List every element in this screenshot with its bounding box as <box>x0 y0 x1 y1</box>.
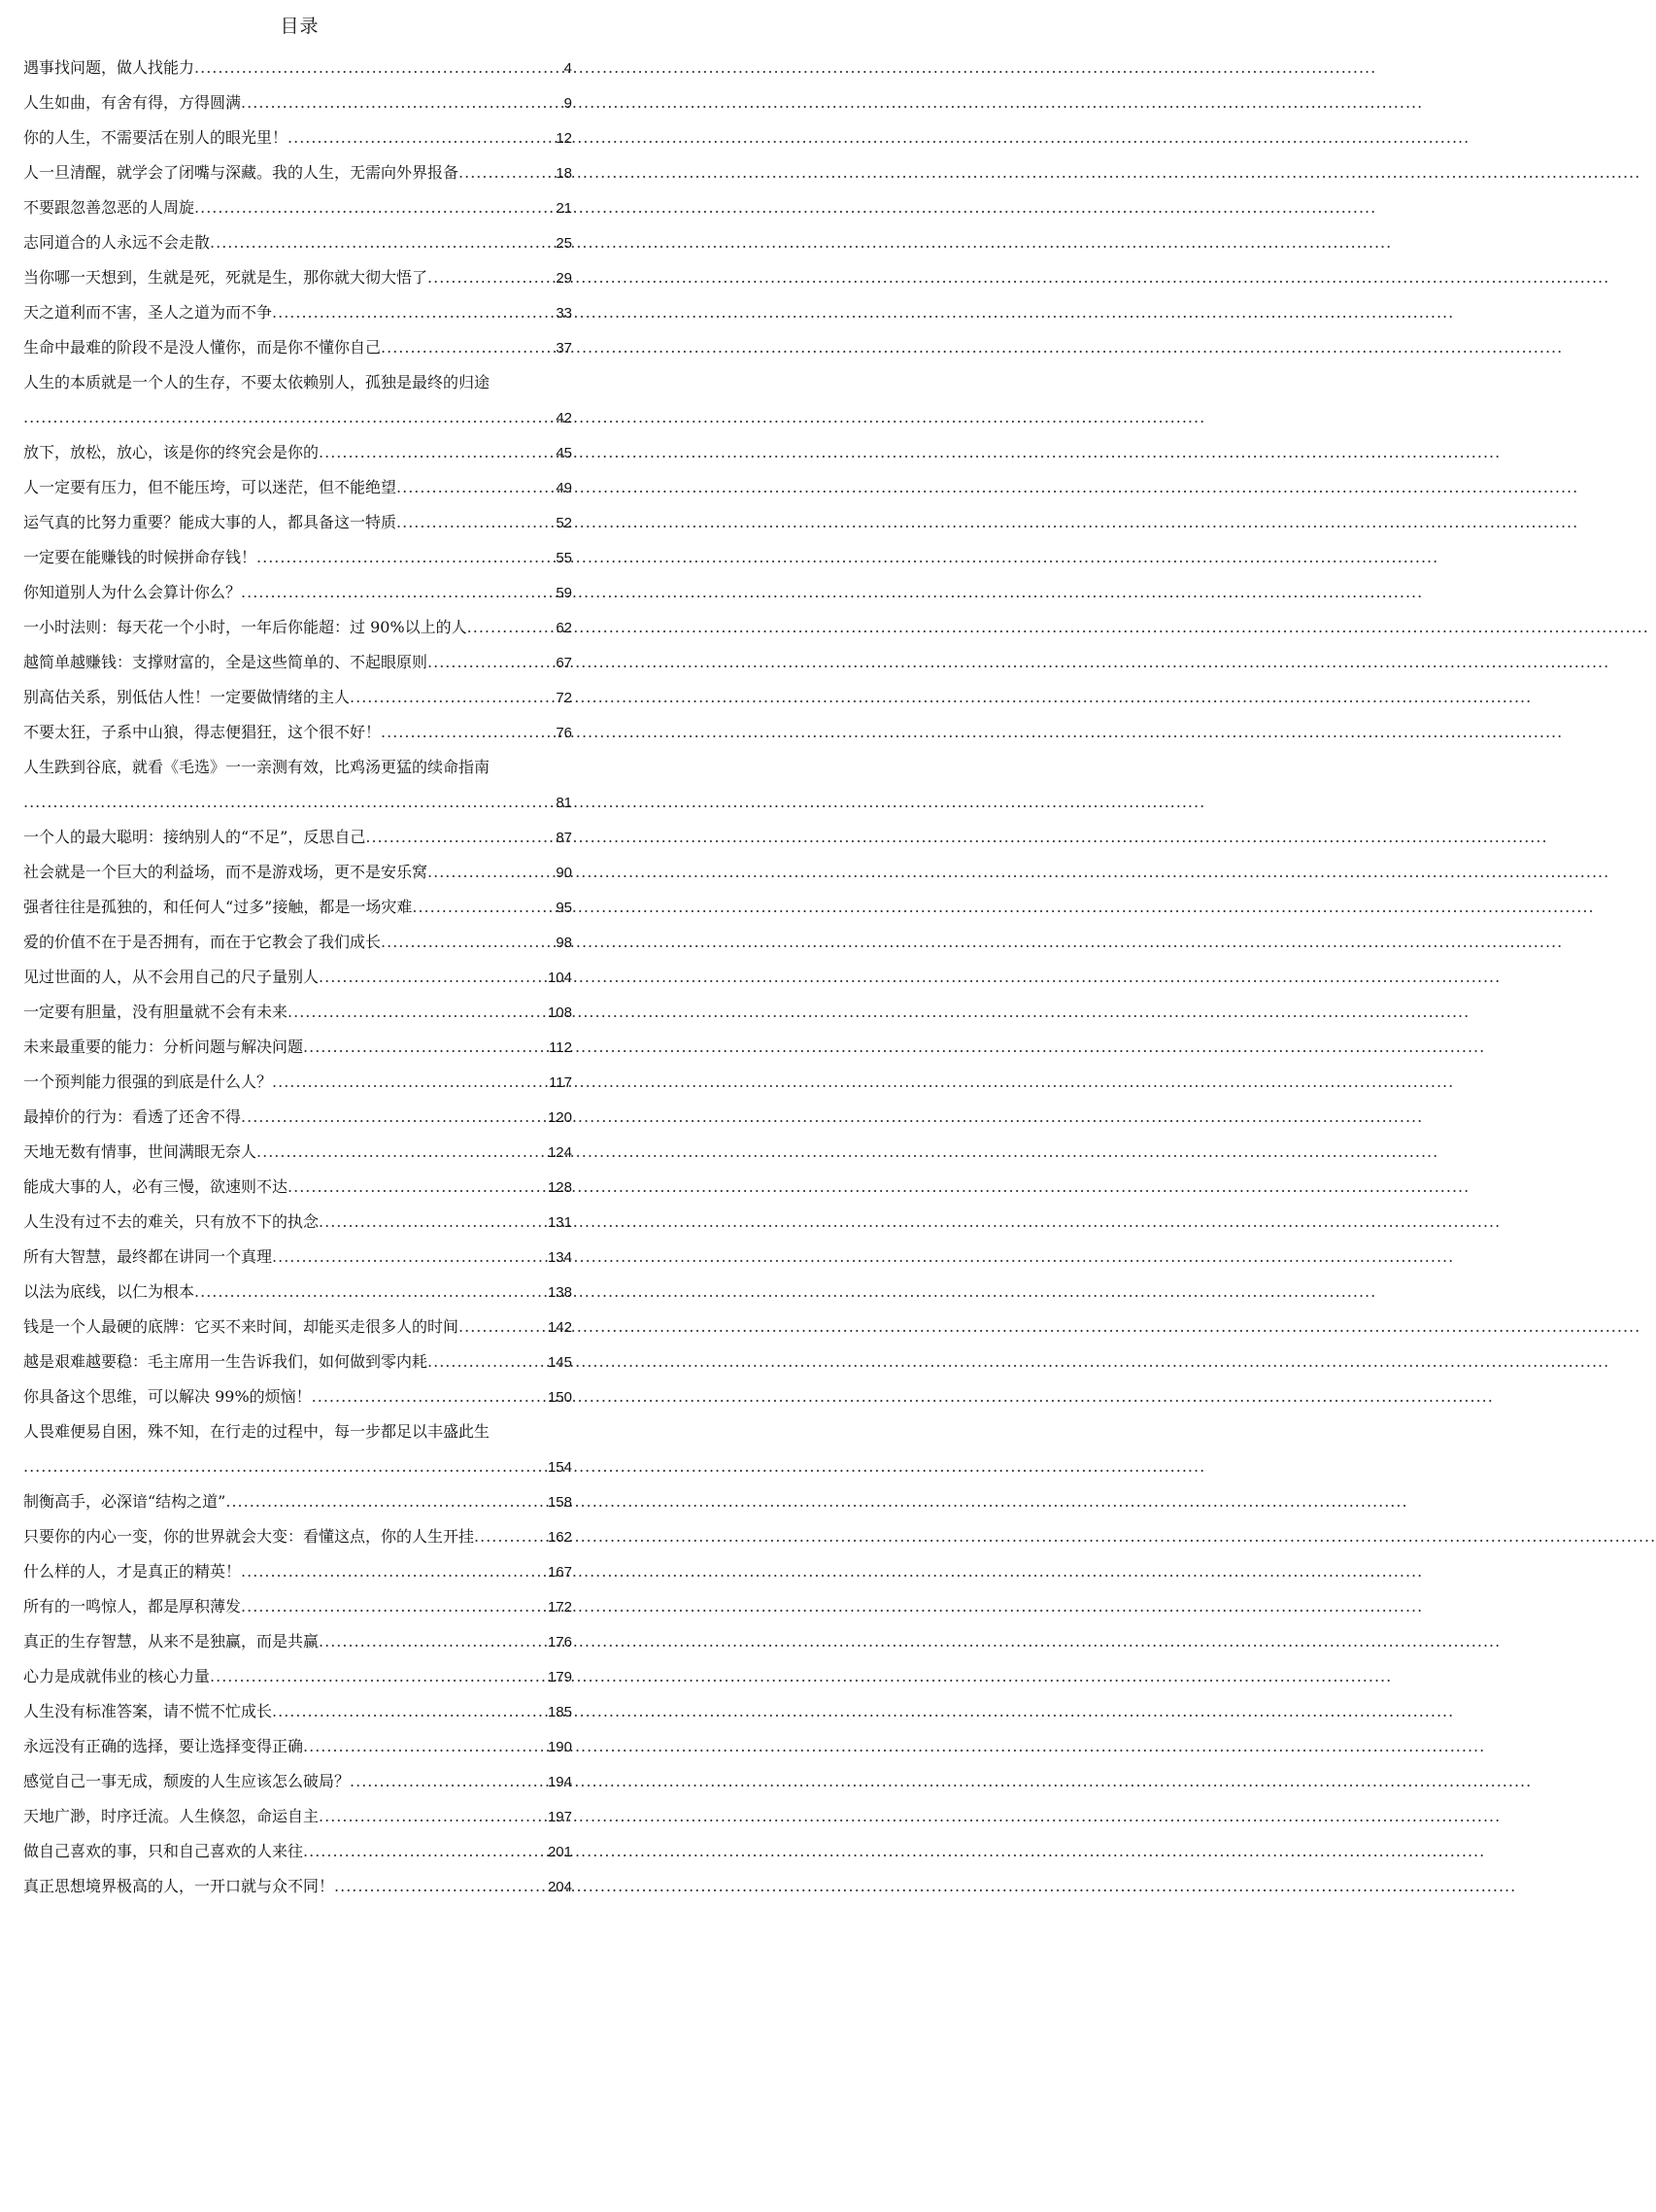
toc-entry-title: 能成大事的人，必有三慢，欲速则不达 <box>23 1177 288 1196</box>
dot-leader <box>365 820 554 855</box>
toc-row <box>23 225 572 260</box>
dot-leader <box>287 120 554 155</box>
dot-leader <box>427 645 554 680</box>
dot-leader <box>272 1065 547 1100</box>
toc-entry[interactable] <box>23 1205 572 1240</box>
toc-page-number: 117 <box>549 1074 572 1091</box>
toc-row <box>23 1205 572 1240</box>
toc-page-number: 62 <box>556 620 572 636</box>
toc-entry-title: 心力是成就伟业的核心力量 <box>23 1667 211 1685</box>
toc-entry[interactable] <box>23 1869 572 1904</box>
toc-entry-title: 你的人生，不需要活在别人的眼光里！ <box>23 128 288 147</box>
toc-entry[interactable] <box>23 1065 572 1100</box>
dot-leader <box>350 1764 546 1799</box>
toc-entry-title: 未来最重要的能力：分析问题与解决问题 <box>23 1038 304 1056</box>
dot-leader <box>458 1310 546 1344</box>
toc-entry[interactable] <box>23 925 572 960</box>
toc-row <box>23 1484 572 1519</box>
dot-leader <box>23 400 554 435</box>
toc-entry[interactable] <box>23 1344 572 1379</box>
toc-entry-title: 人生的本质就是一个人的生存，不要太依赖别人，孤独是最终的归途 <box>23 373 490 391</box>
toc-entry-title: 做自己喜欢的事，只和自己喜欢的人来往 <box>23 1842 304 1860</box>
dot-leader <box>396 505 554 540</box>
toc-page-number: 37 <box>556 340 572 357</box>
toc-row <box>23 1310 572 1344</box>
toc-page-number: 194 <box>547 1774 572 1790</box>
toc-entry[interactable] <box>23 330 572 365</box>
dot-leader <box>272 1240 546 1275</box>
toc-page-number: 87 <box>556 830 572 846</box>
dot-leader <box>427 260 554 295</box>
toc-entry[interactable] <box>23 645 572 680</box>
page-title: 目录 <box>280 16 320 37</box>
toc-entry[interactable] <box>23 1519 572 1554</box>
toc-entry[interactable] <box>23 750 572 820</box>
toc-row <box>23 120 572 155</box>
toc-entry-title: 越简单越赚钱：支撑财富的，全是这些简单的、不起眼原则 <box>23 653 428 671</box>
toc-entry[interactable] <box>23 1764 572 1799</box>
toc-entry[interactable] <box>23 1624 572 1659</box>
toc-entry-title: 别高估关系，别低估人性！一定要做情绪的主人 <box>23 688 351 706</box>
toc-row <box>23 1589 572 1624</box>
toc-entry[interactable] <box>23 1834 572 1869</box>
toc-entry-title: 人一旦清醒，就学会了闭嘴与深藏。我的人生，无需向外界报备 <box>23 163 459 182</box>
toc-row <box>23 1834 572 1869</box>
toc-entry-title: 所有的一鸣惊人，都是厚积薄发 <box>23 1597 242 1616</box>
toc-page-number: 49 <box>556 480 572 496</box>
dot-leader <box>225 1484 546 1519</box>
dot-leader <box>319 1205 546 1240</box>
toc-page-number: 197 <box>547 1809 572 1825</box>
toc-row-continuation <box>23 400 572 435</box>
toc-page-number: 67 <box>556 655 572 671</box>
toc-entry-title: 天地无数有情事，世间满眼无奈人 <box>23 1142 257 1161</box>
toc-entry[interactable] <box>23 260 572 295</box>
toc-page-number: 138 <box>547 1284 572 1301</box>
toc-page-number: 124 <box>547 1144 572 1161</box>
toc-entry[interactable] <box>23 435 572 470</box>
toc-entry-title: 你知道别人为什么会算计你么？ <box>23 583 242 601</box>
toc-page-number: 18 <box>556 165 572 182</box>
toc-entry-title: 见过世面的人，从不会用自己的尺子量别人 <box>23 968 320 986</box>
toc-entry[interactable] <box>23 1379 572 1414</box>
toc-page-number: 128 <box>547 1179 572 1196</box>
toc-page-number: 134 <box>547 1249 572 1266</box>
toc-entry[interactable] <box>23 51 572 85</box>
dot-leader <box>381 715 554 750</box>
toc-entry-title: 只要你的内心一变，你的世界就会大变：看懂这点，你的人生开挂 <box>23 1527 475 1546</box>
dot-leader <box>319 435 554 470</box>
toc-page-number: 4 <box>563 60 572 77</box>
toc-entry-title: 强者往往是孤独的，和任何人“过多”接触，都是一场灾难 <box>23 898 413 916</box>
toc-entry[interactable] <box>23 715 572 750</box>
toc-row <box>23 960 572 995</box>
toc-entry[interactable] <box>23 960 572 995</box>
toc-row <box>23 330 572 365</box>
toc-entry[interactable] <box>23 120 572 155</box>
toc-page-number: 190 <box>547 1739 572 1755</box>
toc-row-continuation <box>23 785 572 820</box>
toc-entry[interactable] <box>23 1554 572 1589</box>
toc-row <box>23 1170 572 1205</box>
toc-entry-title: 生命中最难的阶段不是没人懂你，而是你不懂你自己 <box>23 338 382 357</box>
dot-leader <box>467 610 555 645</box>
dot-leader <box>303 1729 546 1764</box>
dot-leader <box>319 1799 546 1834</box>
toc-row <box>23 365 572 400</box>
toc-entry-title: 永远没有正确的选择，要让选择变得正确 <box>23 1737 304 1755</box>
toc-row <box>23 435 572 470</box>
toc-entry-title: 天之道利而不害，圣人之道为而不争 <box>23 303 273 322</box>
toc-row <box>23 1414 572 1449</box>
toc-entry-title: 人生没有过不去的难关，只有放不下的执念 <box>23 1212 320 1231</box>
toc-page-number: 145 <box>547 1354 572 1371</box>
toc-entry[interactable] <box>23 1240 572 1275</box>
toc-entry[interactable] <box>23 610 572 645</box>
toc-row <box>23 1519 572 1554</box>
toc-entry[interactable] <box>23 1694 572 1729</box>
dot-leader <box>458 155 554 190</box>
toc-row <box>23 260 572 295</box>
toc-row <box>23 575 572 610</box>
dot-leader <box>319 960 546 995</box>
toc-page-number: 25 <box>556 235 572 252</box>
toc-entry[interactable] <box>23 1414 572 1484</box>
dot-leader <box>194 1275 546 1310</box>
toc-page-number: 76 <box>556 725 572 741</box>
toc-page-number: 29 <box>556 270 572 287</box>
dot-leader <box>319 1624 546 1659</box>
toc-entry-title: 当你哪一天想到，生就是死，死就是生，那你就大彻大悟了 <box>23 268 428 287</box>
toc-entry-title: 什么样的人，才是真正的精英！ <box>23 1562 242 1581</box>
toc-row <box>23 1030 572 1065</box>
toc-page-number: 9 <box>563 95 572 112</box>
dot-leader <box>427 1344 546 1379</box>
toc-row <box>23 1799 572 1834</box>
toc-row <box>23 610 572 645</box>
toc-entry[interactable] <box>23 1484 572 1519</box>
toc-entry[interactable] <box>23 1170 572 1205</box>
toc-page-number: 162 <box>547 1529 572 1546</box>
toc-entry[interactable] <box>23 1100 572 1135</box>
toc-entry[interactable] <box>23 995 572 1030</box>
toc-entry-title: 人畏难便易自困，殊不知，在行走的过程中，每一步都足以丰盛此生 <box>23 1422 490 1441</box>
toc-row <box>23 295 572 330</box>
toc-row <box>23 1100 572 1135</box>
toc-entry-title: 社会就是一个巨大的利益场，而不是游戏场，更不是安乐窝 <box>23 863 428 881</box>
toc-entry-title: 所有大智慧，最终都在讲同一个真理 <box>23 1247 273 1266</box>
dot-leader <box>241 1100 546 1135</box>
toc-page-number: 45 <box>556 445 572 461</box>
toc-page-number: 21 <box>556 200 572 217</box>
toc-row <box>23 155 572 190</box>
toc-entry[interactable] <box>23 225 572 260</box>
toc-page-number: 90 <box>556 865 572 881</box>
toc-row <box>23 1379 572 1414</box>
toc-row <box>23 470 572 505</box>
toc-entry[interactable] <box>23 85 572 120</box>
toc-entry-title: 人生没有标准答案，请不慌不忙成长 <box>23 1702 273 1720</box>
toc-page-number: 81 <box>556 795 572 811</box>
toc-page-number: 142 <box>547 1319 572 1336</box>
toc-page-number: 33 <box>556 305 572 322</box>
toc-entry[interactable] <box>23 890 572 925</box>
toc-entry-title: 越是艰难越要稳：毛主席用一生告诉我们，如何做到零内耗 <box>23 1352 428 1371</box>
toc-entry[interactable] <box>23 155 572 190</box>
toc-row <box>23 1729 572 1764</box>
toc-entry-title: 以法为底线，以仁为根本 <box>23 1282 195 1301</box>
toc-page-number: 172 <box>547 1599 572 1616</box>
toc-entry-title: 遇事找问题，做人找能力 <box>23 58 195 77</box>
toc-row <box>23 680 572 715</box>
toc-row <box>23 1764 572 1799</box>
dot-leader <box>256 540 554 575</box>
toc-page-number: 112 <box>549 1039 572 1056</box>
toc-page-number: 108 <box>547 1004 572 1021</box>
dot-leader <box>396 470 554 505</box>
toc-row <box>23 715 572 750</box>
toc-entry[interactable] <box>23 855 572 890</box>
dot-leader <box>210 1659 546 1694</box>
toc-entry-title: 一小时法则：每天花一个小时，一年后你能超：过 90%以上的人 <box>23 618 467 636</box>
dot-leader <box>474 1519 546 1554</box>
dot-leader <box>287 1170 546 1205</box>
toc-page-number: 204 <box>547 1879 572 1895</box>
toc-entry-title: 爱的价值不在于是否拥有，而在于它教会了我们成长 <box>23 933 382 951</box>
toc-entry-title: 一定要在能赚钱的时候拼命存钱！ <box>23 548 257 566</box>
toc-row <box>23 750 572 785</box>
dot-leader <box>23 1449 546 1484</box>
toc-row <box>23 995 572 1030</box>
toc-entry[interactable] <box>23 365 572 435</box>
toc-page-number: 55 <box>556 550 572 566</box>
dot-leader <box>412 890 554 925</box>
toc-entry[interactable] <box>23 540 572 575</box>
toc-entry[interactable] <box>23 1275 572 1310</box>
toc-entry-title: 真正思想境界极高的人，一开口就与众不同！ <box>23 1877 335 1895</box>
toc-row <box>23 1275 572 1310</box>
toc-page-number: 42 <box>556 410 572 426</box>
toc-entry[interactable] <box>23 575 572 610</box>
dot-leader <box>23 785 554 820</box>
dot-leader <box>256 1135 546 1170</box>
dot-leader <box>303 1834 546 1869</box>
toc-entry[interactable] <box>23 295 572 330</box>
toc-entry-title: 一定要有胆量，没有胆量就不会有未来 <box>23 1003 288 1021</box>
toc-entry-title: 真正的生存智慧，从来不是独赢，而是共赢 <box>23 1632 320 1650</box>
toc-row <box>23 190 572 225</box>
toc-entry[interactable] <box>23 190 572 225</box>
dot-leader <box>272 1694 546 1729</box>
toc-row <box>23 540 572 575</box>
toc-page-number: 131 <box>547 1214 572 1231</box>
toc-entry-title: 人生跌到谷底，就看《毛选》一一亲测有效，比鸡汤更猛的续命指南 <box>23 758 490 776</box>
toc-page <box>0 0 599 2212</box>
toc-row <box>23 1065 572 1100</box>
table-of-contents <box>23 51 572 1904</box>
dot-leader <box>241 1589 546 1624</box>
toc-row <box>23 1694 572 1729</box>
toc-entry[interactable] <box>23 1729 572 1764</box>
dot-leader <box>427 855 554 890</box>
dot-leader <box>381 925 554 960</box>
toc-entry-title: 志同道合的人永远不会走散 <box>23 233 211 252</box>
dot-leader <box>194 190 554 225</box>
toc-page-number: 154 <box>547 1459 572 1476</box>
toc-page-number: 167 <box>547 1564 572 1581</box>
toc-row <box>23 855 572 890</box>
toc-entry[interactable] <box>23 1310 572 1344</box>
toc-row-continuation <box>23 1449 572 1484</box>
toc-row <box>23 1344 572 1379</box>
toc-entry[interactable] <box>23 470 572 505</box>
toc-row <box>23 890 572 925</box>
toc-entry-title: 一个人的最大聪明：接纳别人的“不足”，反思自己 <box>23 828 366 846</box>
toc-page-number: 72 <box>556 690 572 706</box>
toc-entry-title: 感觉自己一事无成，颓废的人生应该怎么破局？ <box>23 1772 351 1790</box>
toc-entry-title: 不要跟忽善忽恶的人周旋 <box>23 198 195 217</box>
toc-entry[interactable] <box>23 1135 572 1170</box>
toc-entry[interactable] <box>23 1030 572 1065</box>
toc-entry-title: 运气真的比努力重要？能成大事的人，都具备这一特质 <box>23 513 397 531</box>
toc-entry[interactable] <box>23 680 572 715</box>
toc-row <box>23 85 572 120</box>
toc-row <box>23 925 572 960</box>
toc-entry[interactable] <box>23 1659 572 1694</box>
dot-leader <box>334 1869 546 1904</box>
toc-entry[interactable] <box>23 820 572 855</box>
toc-entry[interactable] <box>23 1799 572 1834</box>
toc-row <box>23 1135 572 1170</box>
toc-entry[interactable] <box>23 1589 572 1624</box>
toc-row <box>23 1240 572 1275</box>
toc-entry-title: 不要太狂，子系中山狼，得志便猖狂，这个很不好！ <box>23 723 382 741</box>
toc-entry-title: 人一定要有压力，但不能压垮，可以迷茫，但不能绝望 <box>23 478 397 496</box>
toc-page-number: 179 <box>547 1669 572 1685</box>
toc-entry-title: 最掉价的行为：看透了还舍不得 <box>23 1107 242 1126</box>
dot-leader <box>210 225 554 260</box>
dot-leader <box>241 575 554 610</box>
toc-row <box>23 1659 572 1694</box>
toc-page-number: 98 <box>556 935 572 951</box>
toc-page-number: 150 <box>547 1389 572 1406</box>
toc-entry-title: 钱是一个人最硬的底牌：它买不来时间，却能买走很多人的时间 <box>23 1317 459 1336</box>
toc-page-number: 95 <box>556 900 572 916</box>
toc-entry-title: 天地广渺，时序迁流。人生倏忽，命运自主 <box>23 1807 320 1825</box>
toc-entry-title: 人生如曲，有舍有得，方得圆满 <box>23 93 242 112</box>
dot-leader <box>287 995 546 1030</box>
dot-leader <box>303 1030 547 1065</box>
dot-leader <box>241 1554 546 1589</box>
toc-page-number: 12 <box>556 130 572 147</box>
toc-entry-title: 制衡高手，必深谙“结构之道” <box>23 1492 226 1511</box>
toc-page-number: 59 <box>556 585 572 601</box>
dot-leader <box>194 51 562 85</box>
toc-page-number: 158 <box>547 1494 572 1511</box>
toc-page-number: 185 <box>547 1704 572 1720</box>
toc-page-number: 176 <box>547 1634 572 1650</box>
toc-entry-title: 一个预判能力很强的到底是什么人？ <box>23 1072 273 1091</box>
dot-leader <box>272 295 554 330</box>
dot-leader <box>241 85 562 120</box>
toc-page-number: 120 <box>547 1109 572 1126</box>
dot-leader <box>350 680 554 715</box>
toc-row <box>23 1869 572 1904</box>
toc-entry-title: 你具备这个思维，可以解决 99%的烦恼！ <box>23 1387 312 1406</box>
toc-row <box>23 645 572 680</box>
toc-page-number: 201 <box>547 1844 572 1860</box>
dot-leader <box>381 330 554 365</box>
toc-entry-title: 放下，放松，放心，该是你的终究会是你的 <box>23 443 320 461</box>
toc-entry[interactable] <box>23 505 572 540</box>
toc-row <box>23 820 572 855</box>
toc-row <box>23 1624 572 1659</box>
toc-row <box>23 51 572 85</box>
toc-page-number: 104 <box>547 970 572 986</box>
dot-leader <box>312 1379 546 1414</box>
toc-row <box>23 505 572 540</box>
toc-page-number: 52 <box>556 515 572 531</box>
toc-row <box>23 1554 572 1589</box>
